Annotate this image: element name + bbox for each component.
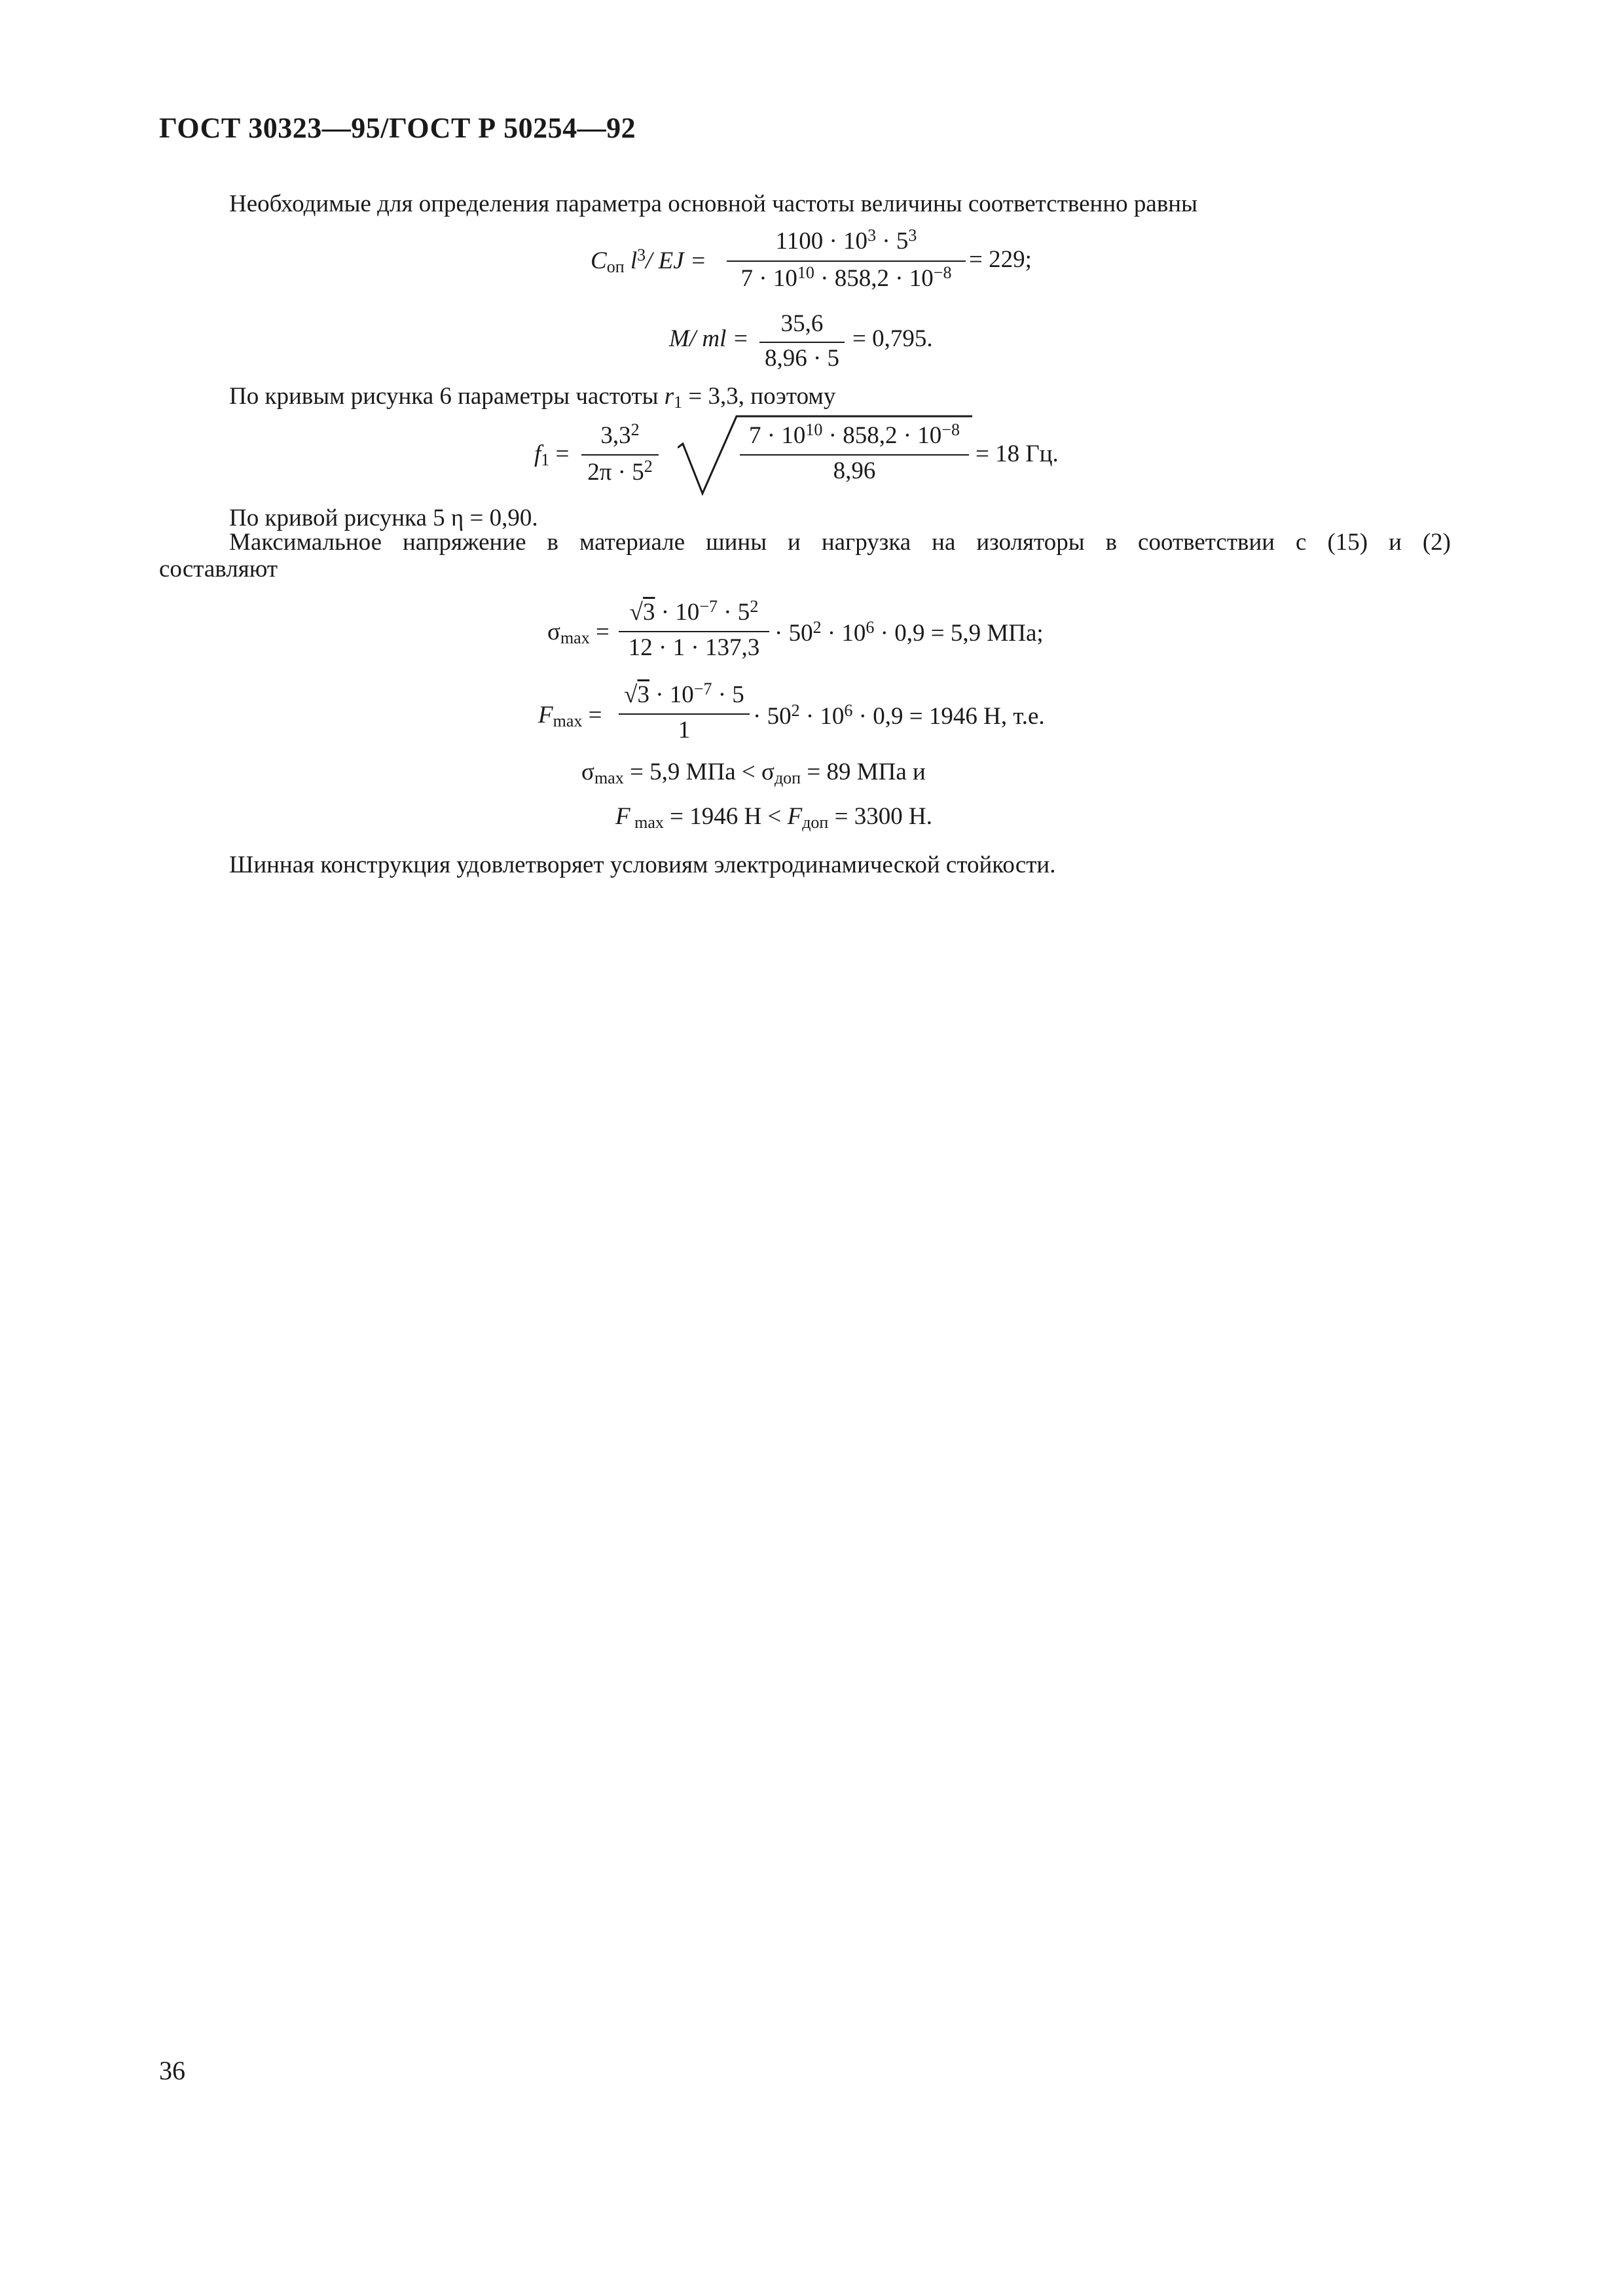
conclusion-paragraph: Шинная конструкция удовлетворяет условиям электродинамической стойкости. [229, 852, 1056, 878]
sqrt-symbol-icon: √ [624, 681, 638, 708]
eq5-fraction-bar [619, 713, 750, 715]
eq2-result: = 0,795. [852, 325, 933, 352]
eq1-denominator: $7 \cdot 10^{10} \cdot 858,2 \cdot 10^{-8}$ [740, 263, 952, 292]
eq3-numerator: $3,3^2$ [600, 420, 640, 449]
text-frequency-param: По кривым рисунка 6 параметры частоты $r_1 = 3,3$, поэтому [229, 383, 836, 412]
eq1-fraction-bar [727, 260, 966, 262]
page-number: 36 [159, 2056, 185, 2085]
eq5-tail: · $50^2 \cdot 10^6 \cdot 0,9 = 1946$ Н, т.е. [753, 701, 1045, 730]
eq5-denominator: 1 [678, 717, 691, 744]
text-max-stress-line2: составляют [159, 556, 278, 583]
eq3-fraction-bar [581, 454, 659, 456]
eq1-result: = 229; [969, 246, 1032, 273]
eq4-lhs: $\sigma_{max}$ = [547, 619, 610, 647]
equation-sigma-compare: $\sigma_{max} = 5,9$ МПа < $\sigma_{доп} = 89$ МПа и [581, 759, 926, 787]
eq5-numerator: $√3 \cdot 10^{-7} \cdot 5$ [624, 679, 744, 708]
text-max-stress-line1: Максимальное напряжение в материале шины и нагрузка на изоляторы в соответствии с (15) и (2) [229, 529, 1451, 556]
eq3-radicand-bar [740, 454, 969, 456]
eq3-result: = 18 Гц. [976, 440, 1059, 467]
eq3-lhs: $f_1$ = [534, 440, 570, 469]
eq3-radicand-numerator: $7 \cdot 10^{10} \cdot 858,2 \cdot 10^{-8}$ [749, 420, 960, 449]
eq4-tail: · $50^2 \cdot 10^6 \cdot 0,9 = 5,9$ МПа; [775, 618, 1044, 647]
equation-force-compare: F $_{max}$ = 1946 $Н < F_{доп} = 3300$ Н. [615, 803, 932, 832]
sqrt-symbol-icon: √ [629, 599, 643, 626]
eq4-numerator: $√3 \cdot 10^{-7} \cdot 5^2$ [629, 597, 759, 626]
eq2-numerator: 35,6 [780, 310, 824, 337]
eq3-radicand-denominator: 8,96 [833, 457, 876, 484]
text-eta: По кривой рисунка 5 η = 0,90. [229, 505, 538, 531]
eq4-denominator: 12 · 1 · 137,3 [628, 634, 760, 661]
eq2-fraction-bar [759, 342, 845, 343]
eq1-numerator: $1100 \cdot 10^3 \cdot 5^3$ [775, 226, 917, 255]
eq5-lhs: $F_{max}$ = [538, 702, 602, 730]
eq3-denominator: $2\pi \cdot 5^2$ [587, 457, 653, 486]
eq4-fraction-bar [619, 631, 769, 632]
intro-paragraph: Необходимые для определения параметра основной частоты величины соответственно равны [229, 190, 1197, 217]
eq2-lhs: M/ ml = [669, 325, 749, 352]
eq1-lhs: $C_{оп}$ $l^3/$ EJ = [591, 245, 706, 276]
eq2-denominator: 8,96 · 5 [764, 345, 840, 372]
document-header: ГОСТ 30323—95/ГОСТ Р 50254—92 [159, 112, 636, 144]
